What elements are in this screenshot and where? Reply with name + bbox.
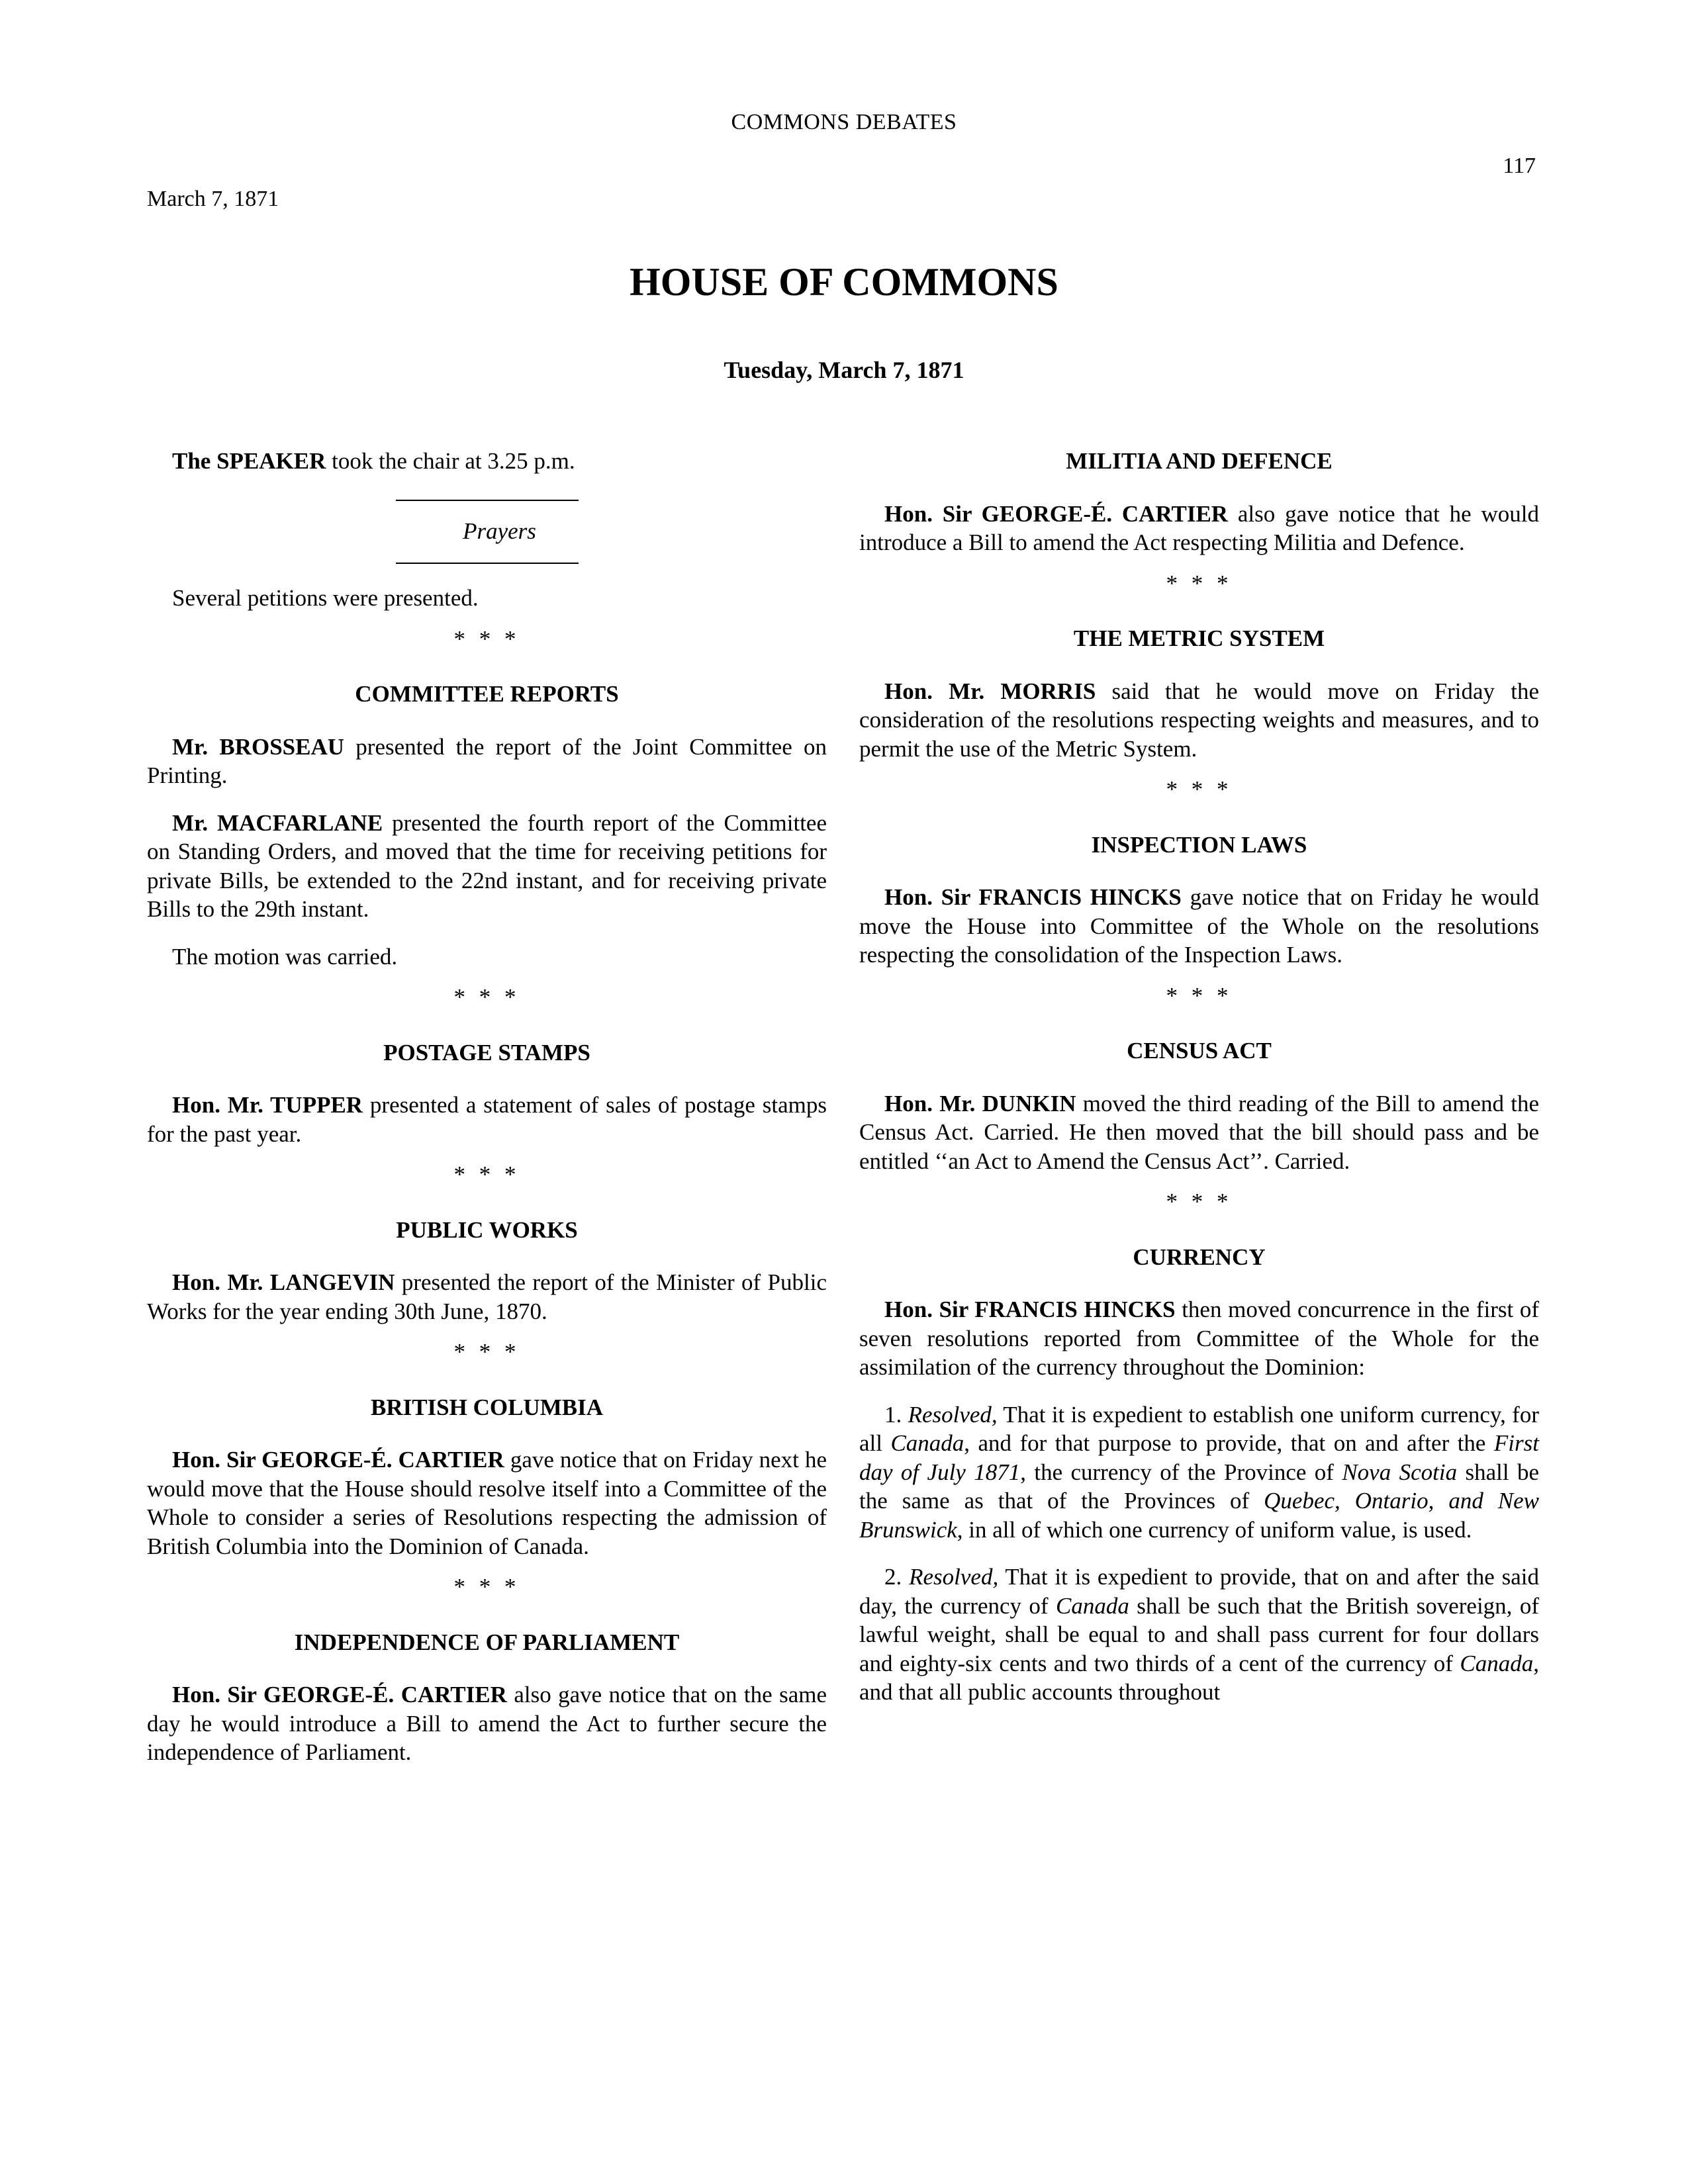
resolution-text: shall be such that the British sovereign, of lawful weight, shall be equal to and shall pass current for four dollars and eighty-six cents and two thirds of a cent of the currency of — [859, 1592, 1540, 1676]
resolution-text: shall be the same as that of the Provinces of — [859, 1459, 1539, 1514]
paragraph-text: also gave notice that he would introduce a Bill to amend the Act respecting Militia and Defence. — [859, 500, 1539, 555]
resolved-word: Resolved, — [909, 1564, 999, 1590]
paragraph-text: also gave notice that on the same day he would introduce a Bill to amend the Act to further secure the independence of Parliament. — [147, 1682, 827, 1765]
debate-paragraph: The motion was carried. — [172, 943, 398, 970]
section-separator: * * * — [453, 1574, 520, 1600]
section-heading-independence: INDEPENDENCE OF PARLIAMENT — [294, 1629, 680, 1655]
resolution-1 — [859, 1400, 1539, 1545]
section-separator: * * * — [1166, 982, 1233, 1009]
speaker-name: Hon. Sir GEORGE-É. CARTIER — [172, 1447, 504, 1473]
speaker-name: Hon. Sir FRANCIS HINCKS — [884, 1297, 1176, 1322]
debate-paragraph — [147, 733, 827, 790]
section-separator: * * * — [453, 1339, 520, 1365]
italic-term: Canada — [890, 1430, 964, 1456]
running-head: COMMONS DEBATES — [731, 110, 957, 134]
resolution-text: , and that all public accounts throughout — [859, 1650, 1539, 1705]
speaker-name: Hon. Mr. DUNKIN — [884, 1090, 1076, 1116]
resolution-text: That it is expedient to provide, that on and after the said day, the currency of — [859, 1564, 1539, 1619]
italic-term: Nova Scotia — [1342, 1459, 1458, 1485]
right-column — [859, 447, 1539, 1725]
debate-paragraph — [147, 809, 827, 924]
paragraph-text: presented the fourth report of the Committee on Standing Orders, and moved that the time for receiving petitions for private Bills, be extended to the 22nd instant, and for receiving private Bills to the 29th instant. — [147, 809, 827, 922]
italic-term: Canada — [1460, 1650, 1534, 1676]
resolution-number: 2. — [884, 1564, 910, 1590]
resolved-word: Resolved, — [908, 1401, 998, 1428]
section-heading-militia: MILITIA AND DEFENCE — [1066, 448, 1333, 474]
paragraph-text: said that he would move on Friday the consideration of the resolutions respecting weights and measures, and to permit the use of the Metric System. — [859, 678, 1539, 762]
page-date: March 7, 1871 — [147, 187, 279, 211]
debate-paragraph — [859, 500, 1539, 557]
debate-paragraph — [147, 1680, 827, 1767]
sitting-date: Tuesday, March 7, 1871 — [724, 357, 964, 383]
speaker-name: Mr. MACFARLANE — [172, 809, 383, 836]
resolution-number: 1. — [884, 1401, 908, 1428]
section-separator: * * * — [453, 1161, 520, 1187]
debate-paragraph — [147, 1091, 827, 1148]
section-heading-currency: CURRENCY — [1133, 1244, 1266, 1270]
paragraph-text: gave notice that on Friday he would move the House into Committee of the Whole on the resolutions respecting the consolidation of the Inspection Laws. — [859, 884, 1540, 968]
paragraph-text: gave notice that on Friday next he would move that the House should resolve itself into a Committee of the Whole to consider a series of Resolutions respecting the admission of British Columbia into the Dominion of Canada. — [147, 1447, 827, 1559]
resolution-text: , and for that purpose to provide, that on and after the — [964, 1430, 1494, 1456]
petitions-paragraph: Several petitions were presented. — [172, 585, 479, 611]
section-heading-british-columbia: BRITISH COLUMBIA — [370, 1394, 604, 1420]
debate-paragraph — [147, 1445, 827, 1561]
section-separator: * * * — [453, 984, 520, 1010]
italic-term: Quebec, Ontario, and New Brunswick — [859, 1488, 1540, 1543]
paragraph-text: presented the report of the Minister of Public Works for the year ending 30th June, 1870. — [147, 1269, 827, 1324]
debate-paragraph — [147, 1268, 827, 1326]
section-separator: * * * — [1166, 570, 1233, 596]
section-heading-public-works: PUBLIC WORKS — [396, 1216, 578, 1243]
house-title: HOUSE OF COMMONS — [630, 260, 1058, 304]
section-heading-census: CENSUS ACT — [1127, 1038, 1272, 1064]
section-separator: * * * — [1166, 776, 1233, 802]
speaker-name: The SPEAKER — [172, 448, 326, 474]
left-column — [147, 447, 827, 1786]
section-separator: * * * — [1166, 1189, 1233, 1214]
page-number: 117 — [1503, 154, 1536, 178]
divider-rule — [396, 500, 579, 501]
section-heading-metric: THE METRIC SYSTEM — [1073, 625, 1325, 651]
paragraph-text: then moved concurrence in the first of seven resolutions reported from Committee of the Whole for the assimilation of the currency throughout the Dominion: — [859, 1297, 1539, 1380]
divider-rule — [396, 563, 579, 564]
section-heading-inspection: INSPECTION LAWS — [1091, 831, 1307, 858]
resolution-text: , in all of which one currency of uniform value, is used. — [957, 1516, 1472, 1543]
speaker-name: Hon. Sir GEORGE-É. CARTIER — [884, 500, 1229, 527]
paragraph-text: took the chair at 3.25 p.m. — [326, 448, 575, 474]
section-heading-committee-reports: COMMITTEE REPORTS — [355, 681, 619, 707]
speaker-name: Hon. Mr. LANGEVIN — [172, 1269, 395, 1295]
debate-paragraph — [859, 1089, 1539, 1176]
speaker-name: Hon. Sir FRANCIS HINCKS — [884, 884, 1182, 910]
resolution-text: That it is expedient to establish one uniform currency, for all — [859, 1401, 1539, 1456]
speaker-name: Hon. Mr. TUPPER — [172, 1092, 363, 1118]
paragraph-text: presented the report of the Joint Committee on Printing. — [147, 733, 827, 788]
section-heading-postage-stamps: POSTAGE STAMPS — [383, 1039, 590, 1066]
debate-paragraph — [859, 677, 1539, 764]
opening-paragraph — [147, 447, 827, 476]
resolution-2 — [859, 1563, 1539, 1707]
paragraph-text: presented a statement of sales of postage stamps for the past year. — [147, 1092, 827, 1147]
italic-term: First day of July 1871 — [859, 1430, 1539, 1485]
speaker-name: Hon. Mr. MORRIS — [884, 678, 1096, 704]
italic-term: Canada — [1056, 1592, 1129, 1619]
speaker-name: Mr. BROSSEAU — [172, 733, 345, 760]
resolution-text: , the currency of the Province of — [1020, 1459, 1342, 1485]
paragraph-text: moved the third reading of the Bill to amend the Census Act. Carried. He then moved that the bill should pass and be entitled ‘‘an Act to Amend the Census Act’’. Carried. — [859, 1090, 1539, 1174]
speaker-name: Hon. Sir GEORGE-É. CARTIER — [172, 1682, 507, 1707]
prayers-label: Prayers — [463, 518, 536, 544]
section-separator: * * * — [453, 625, 520, 652]
debate-paragraph — [859, 883, 1539, 970]
debate-paragraph — [859, 1295, 1539, 1382]
